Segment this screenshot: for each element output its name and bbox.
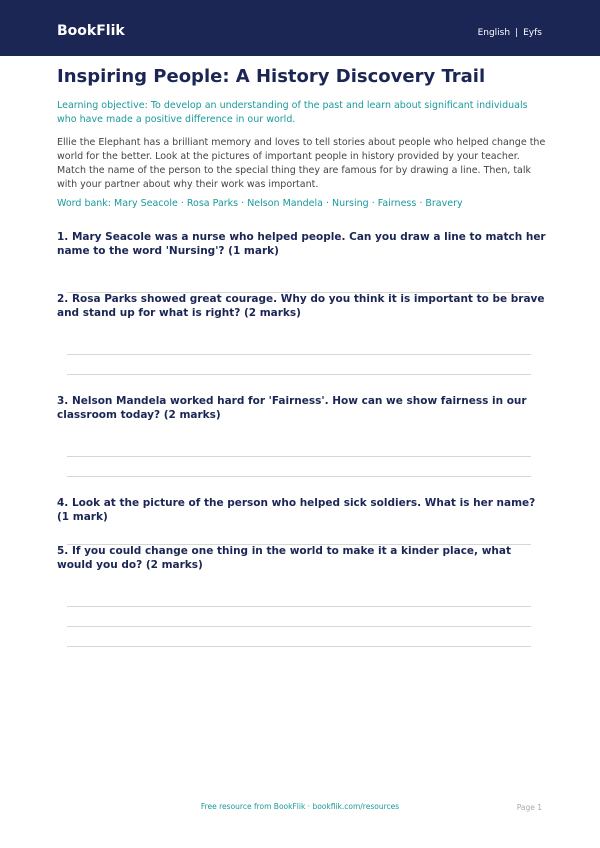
answer-line[interactable]: [67, 354, 531, 355]
answer-line[interactable]: [67, 606, 531, 607]
language-label[interactable]: English: [477, 28, 511, 38]
answer-line[interactable]: [67, 626, 531, 627]
brand-logo[interactable]: BookFlik: [57, 23, 125, 39]
site-header: [0, 0, 600, 56]
worksheet-title: Inspiring People: A History Discovery Trail: [57, 66, 486, 87]
page-number: Page 1: [516, 803, 542, 812]
question-1: 1. Mary Seacole was a nurse who helped people. Can you draw a line to match her name to the word 'Nursing'? (1 mark): [57, 231, 546, 257]
answer-line[interactable]: [67, 374, 531, 375]
answer-line[interactable]: [67, 476, 531, 477]
answer-line[interactable]: [67, 646, 531, 647]
word-bank: Word bank: Mary Seacole · Rosa Parks · Nelson Mandela · Nursing · Fairness · Bravery: [57, 198, 463, 209]
question-5: 5. If you could change one thing in the world to make it a kinder place, what would you do? (2 marks): [57, 545, 511, 571]
level-label[interactable]: Eyfs: [523, 28, 542, 38]
question-2: 2. Rosa Parks showed great courage. Why do you think it is important to be brave and stand up for what is right? (2 marks): [57, 293, 545, 319]
footer-credit[interactable]: Free resource from BookFlik · bookflik.com/resources: [200, 802, 400, 811]
answer-line[interactable]: [67, 456, 531, 457]
intro-paragraph: Ellie the Elephant has a brilliant memory and loves to tell stories about people who helped change the world for the better. Look at the pictures of important people in history provided by your teacher. Match the name of the person to the special thing they are famous for by drawing a line. Then, talk with your partner about why their work was important.: [57, 137, 546, 190]
learning-objective: Learning objective: To develop an understanding of the past and learn about significant individuals who have made a positive difference in our world.: [57, 100, 528, 125]
question-4: 4. Look at the picture of the person who helped sick soldiers. What is her name? (1 mark): [57, 497, 536, 523]
separator: |: [515, 28, 519, 38]
question-3: 3. Nelson Mandela worked hard for 'Fairness'. How can we show fairness in our classroom today? (2 marks): [57, 395, 527, 421]
language-level-selector[interactable]: [478, 28, 542, 38]
